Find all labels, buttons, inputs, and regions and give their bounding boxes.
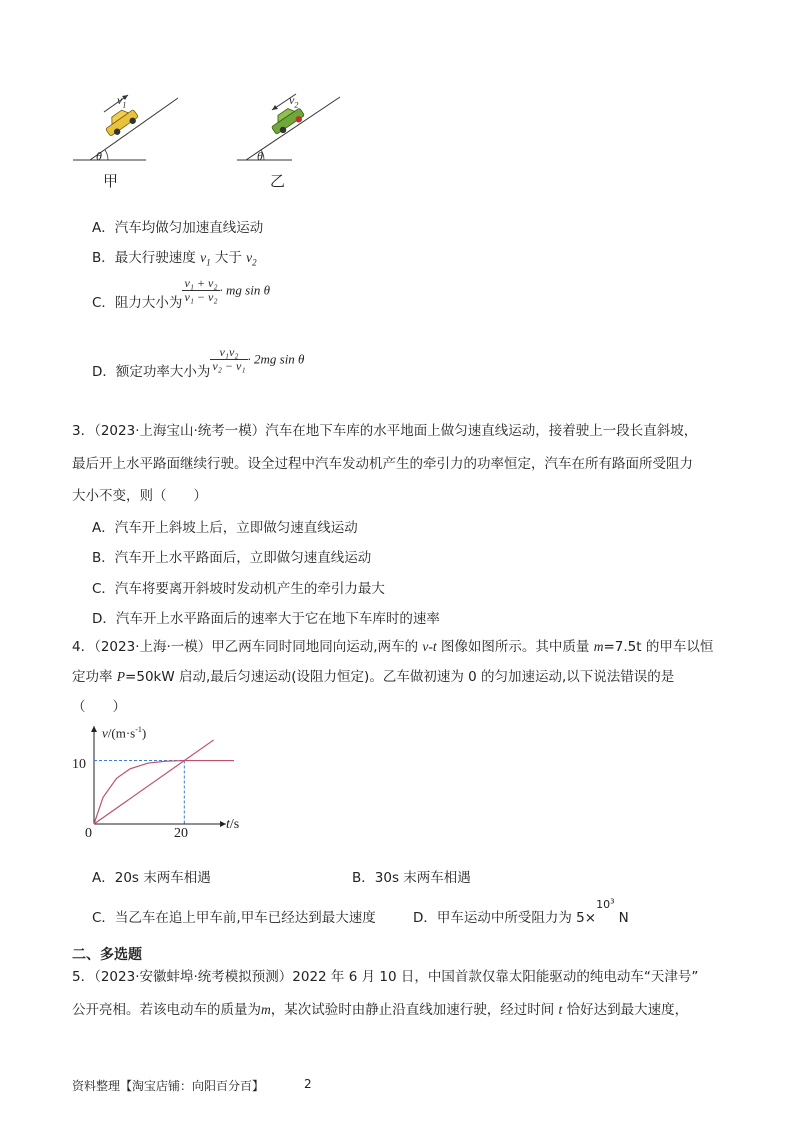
q4-vt: v-t — [422, 639, 437, 654]
q3-stem-line2: 最后开上水平路面继续行驶。设全过程中汽车发动机产生的牵引力的功率恒定，汽车在所有路面所受阻力 — [72, 456, 693, 472]
q4-m: m — [593, 639, 604, 654]
q2-option-d-fraction: $\frac{\text{v₁v₂}}{\text{v₂ − v₁}}$ — [212, 345, 246, 373]
q2-option-a: A．汽车均做匀加速直线运动 — [92, 220, 264, 236]
q3-option-d: D．汽车开上水平路面后的速率大于它在地下车库时的速率 — [92, 611, 440, 627]
q2-option-b-mid: 大于 — [210, 250, 247, 266]
figure-label-jia: 甲 — [103, 172, 119, 190]
series-layer — [94, 740, 234, 824]
q5-t: t — [558, 1002, 563, 1017]
q5-stem-part: ，某次试验时由静止沿直线加速行驶，经过时间 — [270, 1002, 559, 1018]
q3-option-b: B．汽车开上水平路面后，立即做匀速直线运动 — [92, 550, 372, 566]
q2-option-c-suffix: · mg sin θ — [219, 282, 270, 298]
footer-source: 资料整理【淘宝店铺：向阳百分百】 — [72, 1079, 265, 1093]
q2-option-d-prefix: D．额定功率大小为 — [92, 363, 211, 380]
chart-origin: 0 — [85, 826, 92, 841]
q2-option-c-prefix: C．阻力大小为 — [92, 294, 183, 311]
q2-option-c-fraction: $\frac{\text{v₁ + v₂}}{\text{v₁ − v₂}}$ — [184, 276, 218, 304]
q2-option-d-suffix: · 2mg sin θ — [247, 351, 305, 367]
q4-stem-part: =50kW 启动,最后匀速运动(设阻力恒定)。乙车做初速为 0 的匀加速运动,以下说法错误的是 — [125, 669, 675, 685]
incline-figure-left — [68, 90, 188, 170]
q4-option-d — [413, 897, 629, 926]
q5-stem-line2 — [72, 1001, 688, 1019]
q5-m: m — [261, 1002, 271, 1017]
q3-option-a: A．汽车开上斜坡上后，立即做匀速直线运动 — [92, 520, 358, 536]
q2-option-b-v2: $v_2$ — [246, 250, 257, 268]
q5-stem-part: 恰好达到最大速度， — [562, 1002, 689, 1018]
chart-y-tick: 10 — [72, 757, 86, 772]
chart-ylabel: $v/(m\cdot s^{-1})$ — [102, 725, 147, 741]
chart-xlabel: t/s — [226, 817, 240, 832]
q4-p: P — [116, 669, 126, 684]
figure-label-yi: 乙 — [270, 172, 286, 190]
q4-stem-line1 — [72, 638, 713, 656]
v2-label: $v_2$ — [289, 93, 299, 110]
q4-option-d-prefix: D．甲车运动中所受阻力为 5× — [413, 910, 597, 926]
section-title-multiple-choice: 二、多选题 — [72, 947, 142, 963]
chart-x-tick: 20 — [174, 826, 188, 841]
q3-stem-line1: 3．（2023·上海宝山·统考一模）汽车在地下车库的水平地面上做匀速直线运动，接着驶上一段长直斜坡， — [72, 423, 698, 439]
q4-option-c: C．当乙车在追上甲车前,甲车已经达到最大速度 — [92, 910, 376, 926]
q4-stem-part: 4．（2023·上海·一模）甲乙两车同时同地同向运动,两车的 — [72, 639, 423, 655]
v1-label: $v_1$ — [117, 93, 127, 110]
page-number: 2 — [304, 1077, 312, 1091]
q4-option-b: B．30s 末两车相遇 — [352, 870, 471, 886]
theta-label-right: θ — [257, 149, 263, 163]
q3-option-c: C．汽车将要离开斜坡时发动机产生的牵引力最大 — [92, 581, 385, 597]
q4-stem-part: 图像如图所示。其中质量 — [436, 639, 594, 655]
q2-option-d — [92, 345, 305, 380]
q4-stem-line2 — [72, 668, 674, 686]
series-line-2 — [94, 740, 214, 824]
q4-option-a: A．20s 末两车相遇 — [92, 870, 211, 886]
q4-option-d-unit: N — [618, 910, 629, 926]
q4-option-d-exp: 103 — [596, 897, 615, 911]
q2-option-b-v1: $v_1$ — [200, 250, 211, 268]
q4-stem-part: 定功率 — [72, 669, 117, 685]
q4-stem-part: =7.5t 的甲车以恒 — [603, 639, 714, 655]
q2-option-b-prefix: B．最大行驶速度 — [92, 250, 201, 266]
q4-stem-line3: （ ） — [72, 699, 126, 715]
theta-label-left: θ — [96, 149, 102, 163]
series-line-1 — [94, 761, 234, 824]
q2-option-c — [92, 276, 270, 311]
q3-stem-line3: 大小不变，则（ ） — [72, 488, 207, 504]
q2-option-b — [92, 246, 257, 268]
q5-stem-line1: 5．（2023·安徽蚌埠·统考模拟预测）2022 年 6 月 10 日，中国首款仅靠太阳能驱动的纯电动车“天津号” — [72, 969, 699, 985]
q5-stem-part: 公开亮相。若该电动车的质量为 — [72, 1002, 261, 1018]
